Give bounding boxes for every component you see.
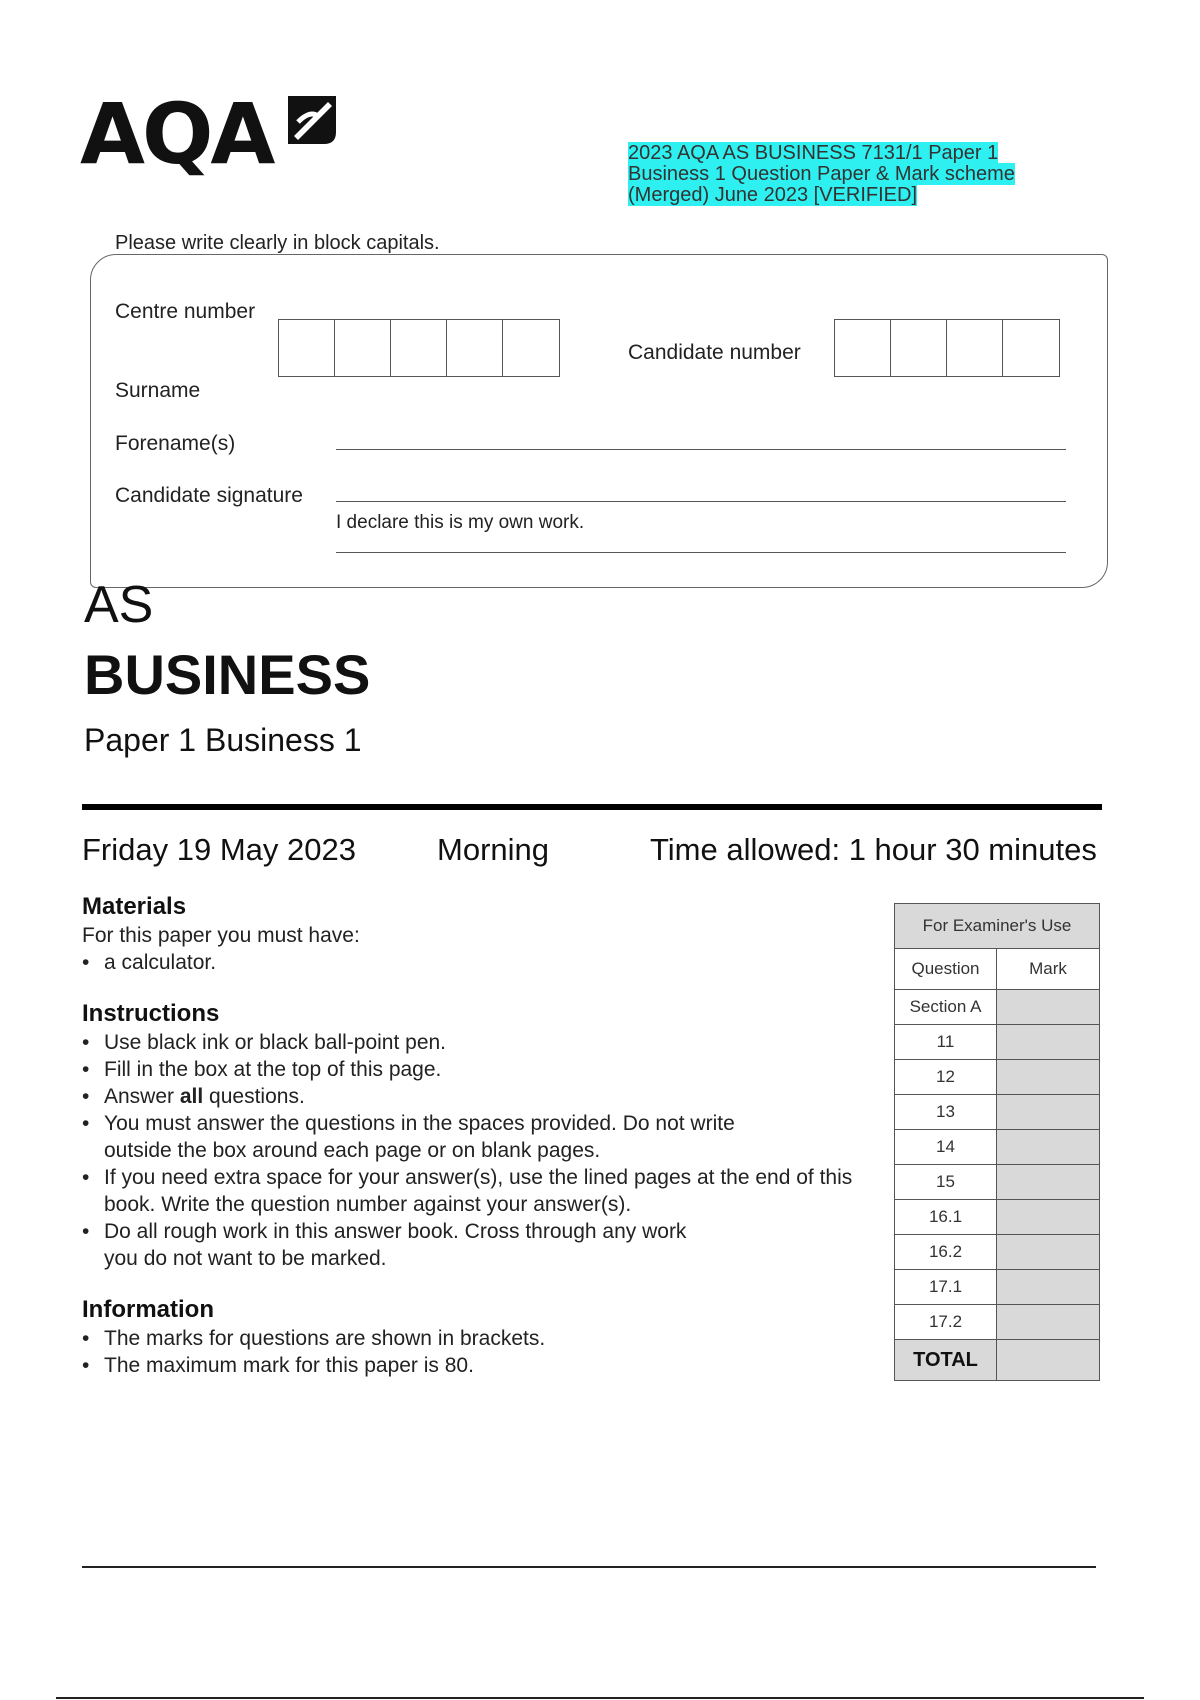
materials-heading: Materials [82, 893, 187, 920]
time-allowed: Time allowed: 1 hour 30 minutes [650, 832, 1097, 867]
title-divider [82, 804, 1102, 810]
information-list [82, 1325, 782, 1379]
list-item: • You must answer the questions in the spaces provided. Do not write outside the box around each page or on blank pages. [82, 1110, 744, 1164]
mark-cell [997, 1305, 1099, 1339]
total-row [895, 1340, 1099, 1380]
table-row [895, 1200, 1099, 1235]
aqa-logo-mark-icon [284, 92, 340, 150]
candidate-number-cell[interactable] [1003, 320, 1059, 376]
surname-label: Surname [115, 379, 201, 402]
declaration-line [336, 552, 1066, 553]
question-cell: 17.1 [895, 1270, 997, 1304]
list-item: • Do all rough work in this answer book. Cross through any work you do not want to be marked. [82, 1218, 704, 1272]
mark-column-header: Mark [997, 949, 1099, 989]
exam-date: Friday 19 May 2023 [82, 832, 356, 867]
candidate-number-cell[interactable] [891, 320, 947, 376]
exam-session: Morning [437, 832, 549, 867]
examiner-use-table [894, 903, 1100, 1381]
mark-cell [997, 1165, 1099, 1199]
list-item: • Use black ink or black ball-point pen. [82, 1029, 862, 1056]
mark-cell [997, 1025, 1099, 1059]
table-row [895, 1270, 1099, 1305]
footer-divider [56, 1697, 1144, 1699]
block-capitals-instruction: Please write clearly in block capitals. [115, 232, 440, 254]
subject-title: BUSINESS [84, 643, 371, 706]
question-cell: 11 [895, 1025, 997, 1059]
mark-cell [997, 1270, 1099, 1304]
total-mark-cell [997, 1340, 1099, 1380]
centre-number-cell[interactable] [503, 320, 559, 376]
mark-cell [997, 1095, 1099, 1129]
candidate-number-field[interactable] [834, 319, 1060, 377]
list-item: • Fill in the box at the top of this page. [82, 1056, 862, 1083]
table-row [895, 1060, 1099, 1095]
question-cell: 15 [895, 1165, 997, 1199]
materials-list [82, 949, 782, 976]
bottom-divider [82, 1566, 1096, 1568]
mark-cell [997, 1200, 1099, 1234]
information-heading: Information [82, 1296, 214, 1323]
question-cell: 14 [895, 1130, 997, 1164]
table-row [895, 1165, 1099, 1200]
examiner-table-title: For Examiner's Use [895, 904, 1099, 949]
list-item: • The maximum mark for this paper is 80. [82, 1352, 782, 1379]
examiner-table-header-row [895, 949, 1099, 990]
forenames-line[interactable] [336, 449, 1066, 450]
question-cell: 16.2 [895, 1235, 997, 1269]
centre-number-field[interactable] [278, 319, 560, 377]
table-row [895, 1130, 1099, 1165]
question-column-header: Question [895, 949, 997, 989]
forenames-label: Forename(s) [115, 432, 236, 455]
list-item: • The marks for questions are shown in brackets. [82, 1325, 782, 1352]
list-item: • Answer all questions. [82, 1083, 862, 1110]
question-cell: 16.1 [895, 1200, 997, 1234]
question-cell: 13 [895, 1095, 997, 1129]
candidate-number-label: Candidate number [628, 341, 801, 364]
table-row [895, 1095, 1099, 1130]
centre-number-cell[interactable] [335, 320, 391, 376]
centre-number-label: Centre number [115, 300, 256, 323]
table-row [895, 1235, 1099, 1270]
table-row [895, 990, 1099, 1025]
mark-cell [997, 1060, 1099, 1094]
mark-cell [997, 990, 1099, 1024]
instructions-list [82, 1029, 862, 1272]
document-title-highlight: 2023 AQA AS BUSINESS 7131/1 Paper 1 Business 1 Question Paper & Mark scheme (Merged) June 2023 [VERIFIED] [628, 142, 1015, 206]
centre-number-cell[interactable] [391, 320, 447, 376]
candidate-signature-label: Candidate signature [115, 484, 303, 507]
candidate-number-cell[interactable] [947, 320, 1003, 376]
instructions-heading: Instructions [82, 1000, 220, 1027]
question-cell: 17.2 [895, 1305, 997, 1339]
total-label: TOTAL [895, 1340, 997, 1380]
qualification-level: AS [84, 576, 154, 634]
list-item: • a calculator. [82, 949, 782, 976]
declaration-text: I declare this is my own work. [336, 512, 585, 533]
question-cell: 12 [895, 1060, 997, 1094]
materials-intro: For this paper you must have: [82, 924, 360, 947]
paper-title: Paper 1 Business 1 [84, 722, 362, 758]
list-item: • If you need extra space for your answer(s), use the lined pages at the end of this book. Write the question number against your answer(s). [82, 1164, 862, 1218]
candidate-number-cell[interactable] [835, 320, 891, 376]
table-row [895, 1305, 1099, 1340]
signature-line[interactable] [336, 501, 1066, 502]
mark-cell [997, 1235, 1099, 1269]
table-row [895, 1025, 1099, 1060]
mark-cell [997, 1130, 1099, 1164]
centre-number-cell[interactable] [279, 320, 335, 376]
question-cell: Section A [895, 990, 997, 1024]
aqa-logo: AQA [80, 85, 273, 183]
centre-number-cell[interactable] [447, 320, 503, 376]
